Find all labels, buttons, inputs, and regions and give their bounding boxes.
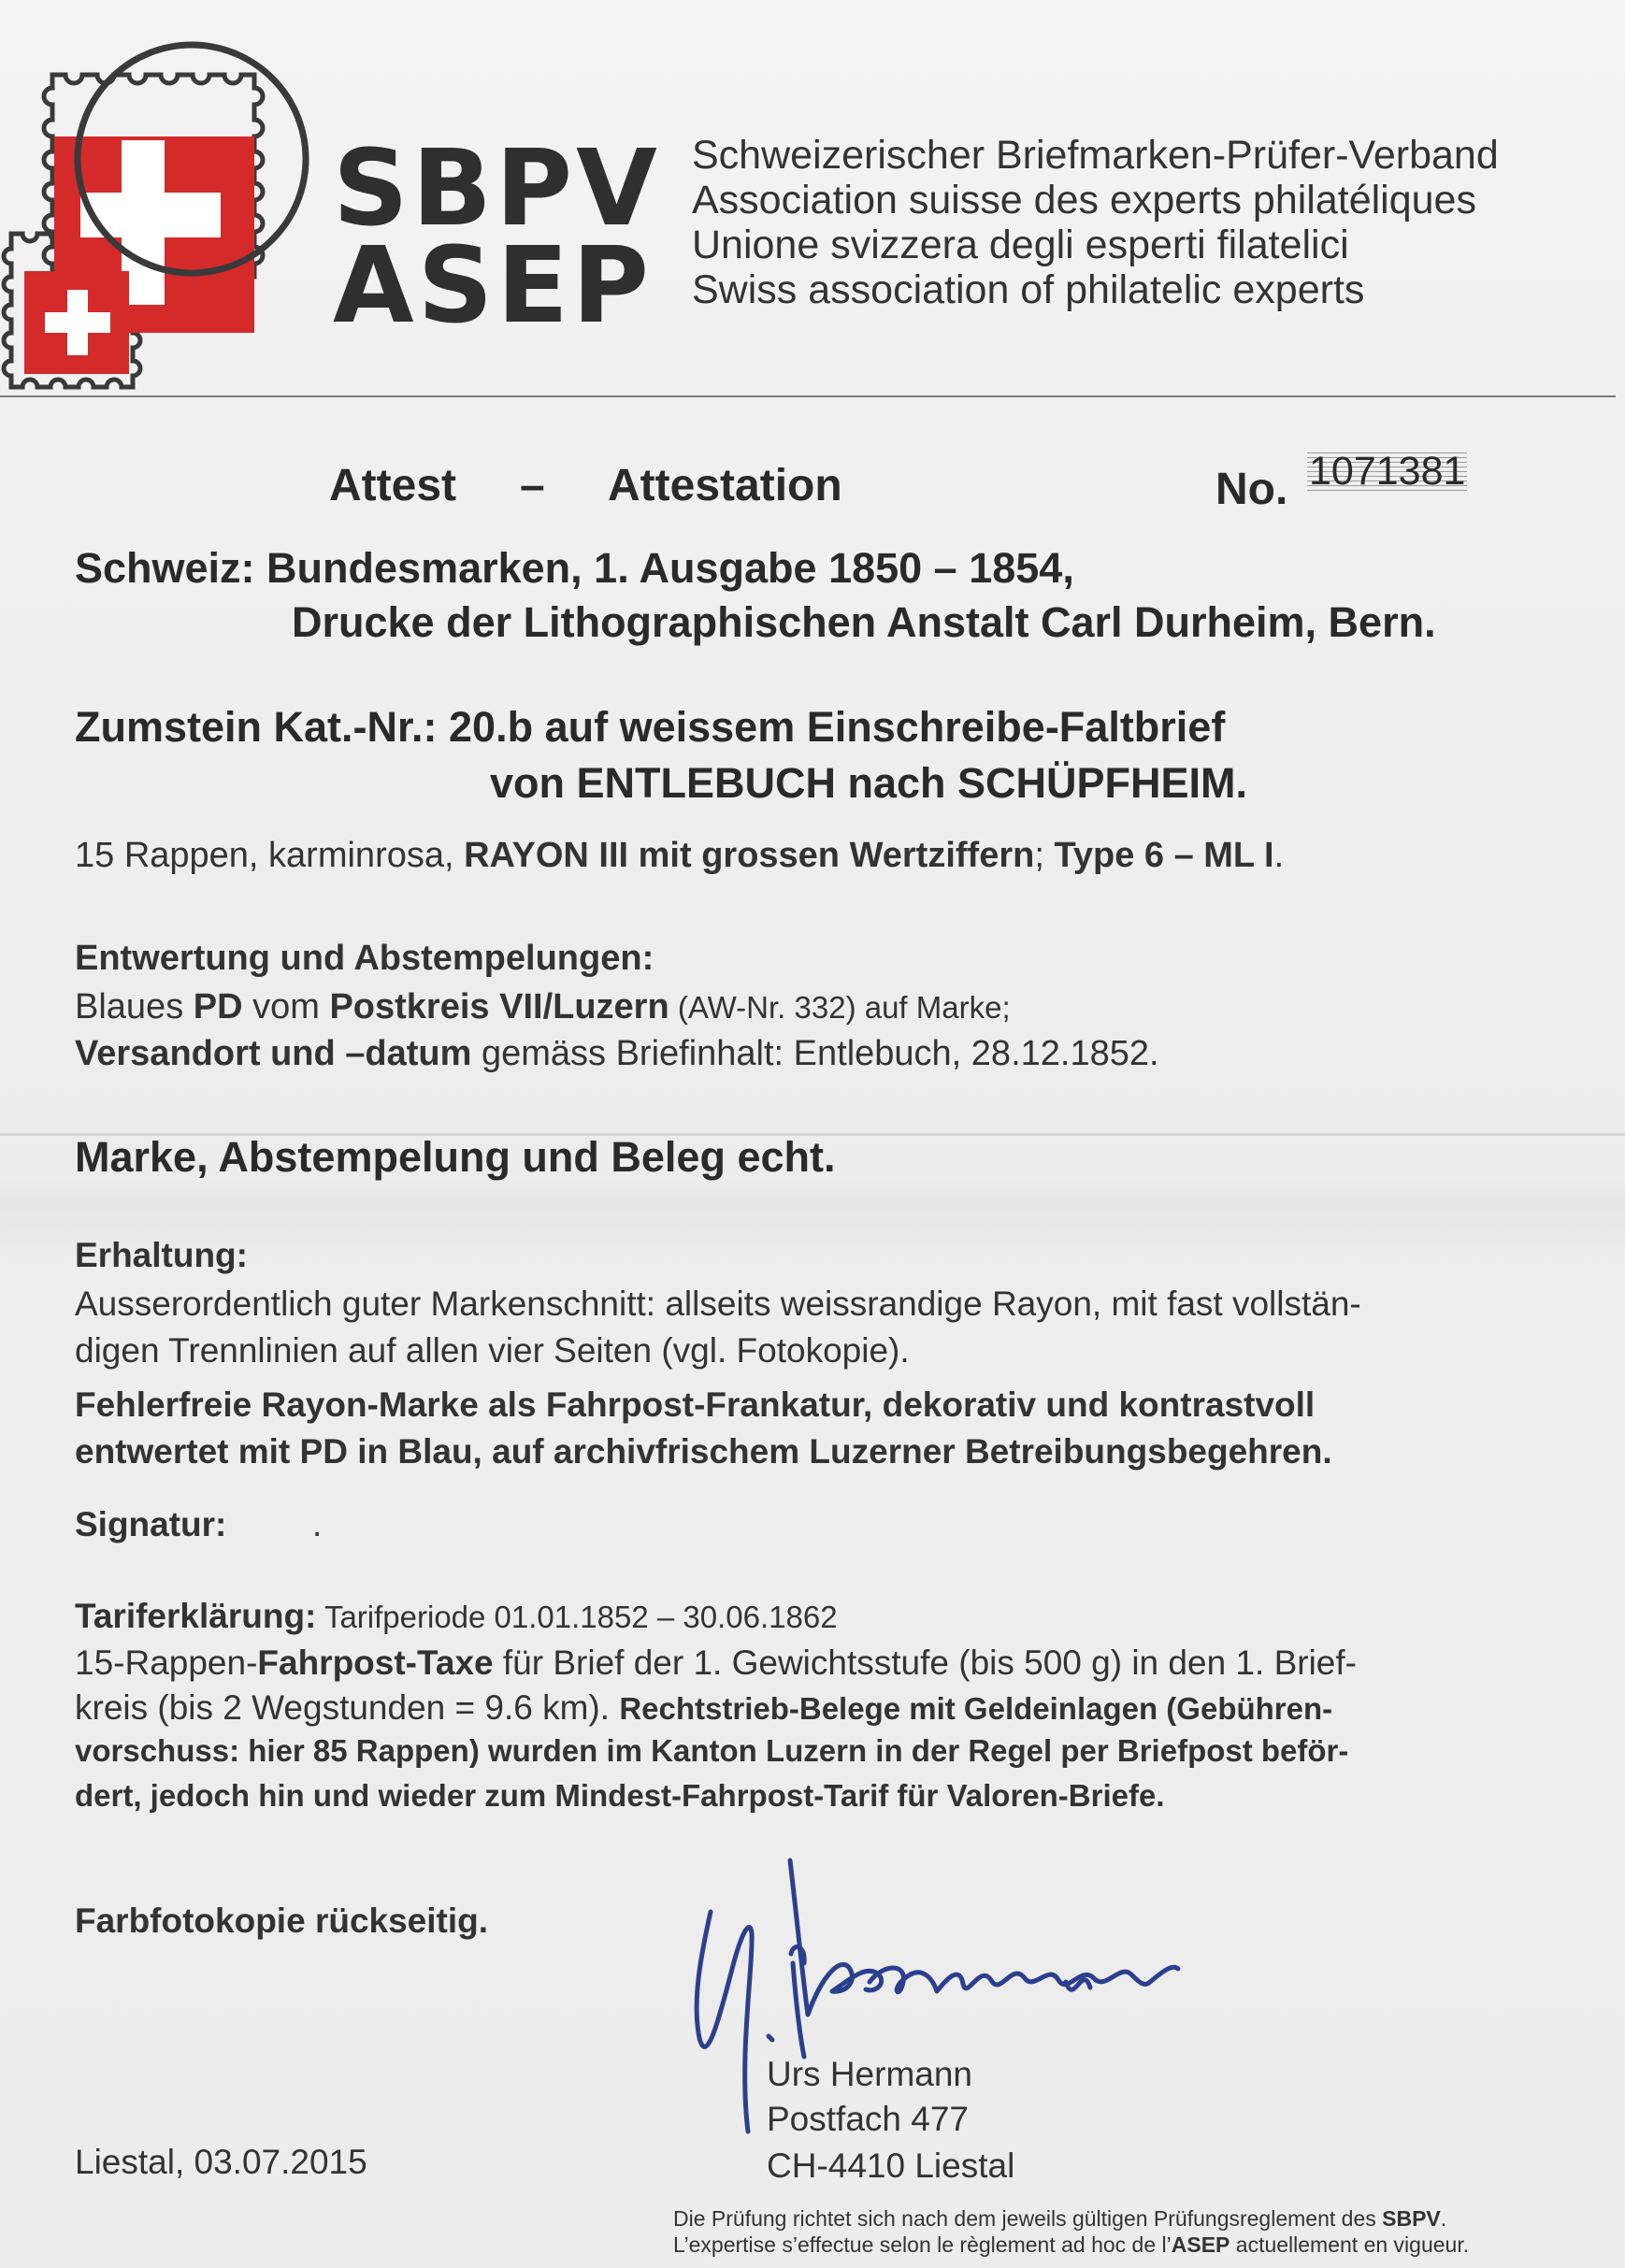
signatur-value: . xyxy=(312,1505,323,1543)
tariff-line-2 xyxy=(75,1644,1357,1683)
place-date: Liestal, 03.07.2015 xyxy=(75,2143,367,2181)
footnote-de xyxy=(673,2206,1446,2232)
stamp-description xyxy=(75,836,1284,876)
cancel-l2-a: Versandort und –datum xyxy=(75,1034,472,1073)
tariff-line-3 xyxy=(75,1688,1332,1728)
footnote-de-b: SBPV xyxy=(1382,2206,1441,2231)
photocopy-note: Farbfotokopie rückseitig. xyxy=(75,1902,489,1940)
sbpv-logo-icon xyxy=(0,37,337,402)
tariff-line-5: dert, jedoch hin und wieder zum Mindest-Fahrpost-Tarif für Valoren-Briefe. xyxy=(75,1778,1165,1813)
signatur-label: Signatur: xyxy=(75,1505,227,1543)
catalog-line-1: Zumstein Kat.-Nr.: 20.b auf weissem Einschreibe-Faltbrief xyxy=(75,703,1226,751)
association-name-it: Unione svizzera degli esperti filatelici xyxy=(692,222,1349,267)
footnote-fr xyxy=(673,2232,1469,2258)
condition-line-1: Ausserordentlich guter Markenschnitt: allseits weissrandige Rayon, mit fast vollstän- xyxy=(75,1285,1361,1323)
tariff-l2-a: 15-Rappen- xyxy=(75,1644,258,1682)
stamp-desc-end: . xyxy=(1273,836,1285,875)
catalog-line-2: von ENTLEBUCH nach SCHÜPFHEIM. xyxy=(490,759,1248,807)
certificate-number: 1071381 xyxy=(1309,449,1466,494)
footnote-fr-c: actuellement en vigueur. xyxy=(1230,2232,1470,2257)
cancel-line-2 xyxy=(75,1034,1159,1074)
condition-bold-2: entwertet mit PD in Blau, auf archivfrischem Luzerner Betreibungsbegehren. xyxy=(75,1432,1332,1471)
association-name-de: Schweizerischer Briefmarken-Prüfer-Verband xyxy=(692,133,1499,178)
tariff-line-4: vorschuss: hier 85 Rappen) wurden im Kanton Luzern in der Regel per Briefpost beför- xyxy=(75,1733,1349,1768)
title-attest: Attest xyxy=(329,461,457,510)
tariff-period: Tarifperiode 01.01.1852 – 30.06.1862 xyxy=(316,1600,838,1634)
stamp-desc-rayon: RAYON III mit grossen Wertziffern xyxy=(464,836,1035,875)
tariff-l3-b: Rechtstrieb-Belege mit Geldeinlagen (Gebühren- xyxy=(619,1691,1333,1726)
issue-line-1: Schweiz: Bundesmarken, 1. Ausgabe 1850 – 1854, xyxy=(75,544,1074,592)
cancel-l1-c: vom xyxy=(242,987,330,1026)
footnote-fr-a: L’expertise s’effectue selon le règlement ad hoc de l’ xyxy=(673,2232,1172,2257)
certificate-no-label: No. xyxy=(1215,465,1288,514)
cancel-l1-postkreis: Postkreis VII/Luzern xyxy=(329,987,669,1026)
title-dash: – xyxy=(520,461,545,510)
footnote-de-a: Die Prüfung richtet sich nach dem jeweils gültigen Prüfungsreglement des xyxy=(673,2206,1383,2231)
expert-address-2: CH-4410 Liestal xyxy=(767,2146,1015,2185)
tariff-l2-b: Fahrpost-Taxe xyxy=(257,1644,494,1682)
stamp-desc-type: Type 6 – ML I xyxy=(1054,836,1274,875)
title-attestation: Attestation xyxy=(608,461,842,510)
verdict: Marke, Abstempelung und Beleg echt. xyxy=(75,1133,836,1181)
expert-address-1: Postfach 477 xyxy=(767,2100,969,2138)
tariff-line-1 xyxy=(75,1597,838,1636)
tariff-l2-c: für Brief der 1. Gewichtsstufe (bis 500 g) in den 1. Brief- xyxy=(493,1644,1357,1682)
stamp-desc-value: 15 Rappen, karminrosa, xyxy=(75,836,465,875)
association-names xyxy=(692,133,1499,312)
footnote-fr-b: ASEP xyxy=(1171,2232,1230,2257)
condition-line-2: digen Trennlinien auf allen vier Seiten (vgl. Fotokopie). xyxy=(75,1331,910,1370)
cancel-l1-pd: PD xyxy=(193,987,243,1026)
cancel-heading: Entwertung und Abstempelungen: xyxy=(75,939,654,978)
condition-bold-1: Fehlerfreie Rayon-Marke als Fahrpost-Frankatur, dekorativ und kontrastvoll xyxy=(75,1385,1316,1424)
brand-asep: ASEP xyxy=(333,225,653,347)
header-divider xyxy=(0,395,1616,397)
association-name-en: Swiss association of philatelic experts xyxy=(692,267,1365,312)
cancel-l2-b: gemäss Briefinhalt: Entlebuch, 28.12.1852. xyxy=(471,1034,1159,1073)
issue-line-2: Drucke der Lithographischen Anstalt Carl Durheim, Bern. xyxy=(292,598,1436,646)
condition-heading: Erhaltung: xyxy=(75,1236,248,1274)
association-name-fr: Association suisse des experts philatéliques xyxy=(692,178,1476,222)
cancel-line-1 xyxy=(75,987,1011,1027)
tariff-label: Tariferklärung: xyxy=(75,1597,317,1635)
tariff-l3-a: kreis (bis 2 Wegstunden = 9.6 km). xyxy=(75,1688,620,1727)
footnote-de-c: . xyxy=(1440,2206,1447,2231)
brand-sbpv: SBPV xyxy=(333,128,661,250)
cancel-l1-a: Blaues xyxy=(75,987,194,1026)
cancel-l1-e: (AW-Nr. 332) auf Marke; xyxy=(669,990,1011,1025)
brand-wordmark xyxy=(333,128,661,347)
stamp-desc-sep: ; xyxy=(1034,836,1055,875)
expert-name: Urs Hermann xyxy=(767,2055,972,2093)
